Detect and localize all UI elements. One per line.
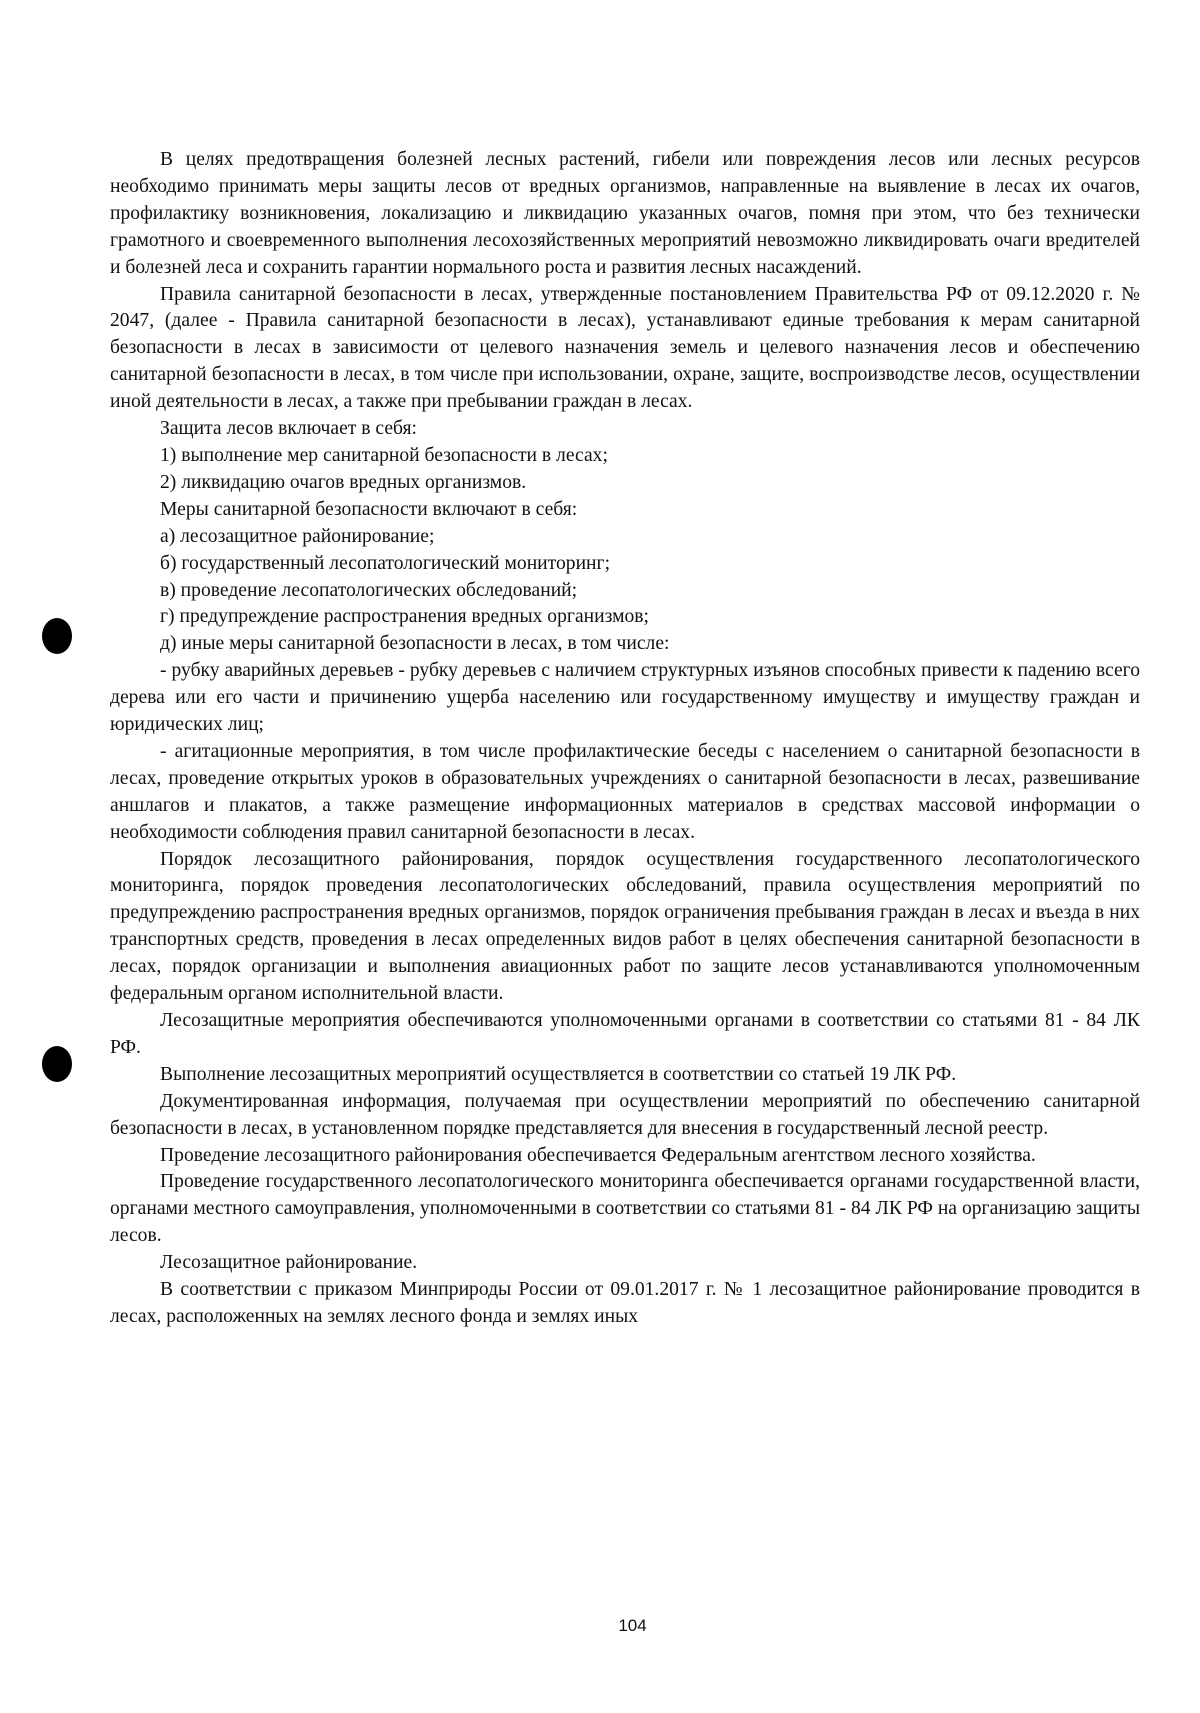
paragraph: В целях предотвращения болезней лесных растений, гибели или повреждения лесов или лесных ресурсов необходимо принимать меры защиты лесов от вредных организмов, направленные на выявление в лесах их очагов, профилактику возникновения, локализацию и ликвидацию указанных очагов, помня при этом, что без технически грамотного и своевременного выполнения лесохозяйственных мероприятий невозможно ликвидировать очаги вредителей и болезней леса и сохранить гарантии нормального роста и развития лесных насаждений. <box>110 149 1140 278</box>
section-heading: Лесозащитное районирование. <box>160 1252 418 1274</box>
paragraph: Правила санитарной безопасности в лесах, утвержденные постановлением Правительства РФ от 09.12.2020 г. № 2047, (далее - Правила санитарной безопасности в лесах), устанавливают единые требования к мерам санитарной безопасности в лесах в зависимости от целевого назначения земель и целевого назначения лесов и обеспечению санитарной безопасности в лесах, в том числе при использовании, охране, защите, воспроизводстве лесов, осуществлении иной деятельности в лесах, а также при пребывании граждан в лесах. <box>110 283 1140 413</box>
list-item: в) проведение лесопатологических обследований; <box>160 579 578 601</box>
list-item: 2) ликвидацию очагов вредных организмов. <box>160 471 527 493</box>
punch-hole-mark <box>42 618 72 654</box>
paragraph: Проведение лесозащитного районирования обеспечивается Федеральным агентством лесного хозяйства. <box>160 1144 1036 1166</box>
list-item: 1) выполнение мер санитарной безопасности в лесах; <box>160 444 608 466</box>
list-item: - рубку аварийных деревьев - рубку деревьев с наличием структурных изъянов способных привести к падению всего дерева или его части и причинению ущерба населению или государственному имуществу и имуществу граждан и юридических лиц; <box>110 660 1140 736</box>
list-item: б) государственный лесопатологический мониторинг; <box>160 552 611 574</box>
paragraph: Документированная информация, получаемая при осуществлении мероприятий по обеспечению санитарной безопасности в лесах, в установленном порядке представляется для внесения в государственный лесной реестр. <box>110 1090 1140 1139</box>
list-item: д) иные меры санитарной безопасности в лесах, в том числе: <box>160 633 670 655</box>
page-number: 104 <box>618 1616 647 1635</box>
punch-hole-mark <box>42 1046 72 1082</box>
paragraph: Защита лесов включает в себя: <box>160 418 417 440</box>
list-item: г) предупреждение распространения вредных организмов; <box>160 606 649 628</box>
list-item: - агитационные мероприятия, в том числе профилактические беседы с населением о санитарной безопасности в лесах, проведение открытых уроков в образовательных учреждениях о санитарной безопасности в лесах, развешивание аншлагов и плакатов, а также размещение информационных материалов в средствах массовой информации о необходимости соблюдения правил санитарной безопасности в лесах. <box>110 740 1140 843</box>
paragraph: Лесозащитные мероприятия обеспечиваются уполномоченными органами в соответствии со статьями 81 - 84 ЛК РФ. <box>110 1010 1140 1058</box>
paragraph: Выполнение лесозащитных мероприятий осуществляется в соответствии со статьей 19 ЛК РФ. <box>160 1063 957 1085</box>
paragraph: В соответствии с приказом Минприроды России от 09.01.2017 г. № 1 лесозащитное районирование проводится в лесах, расположенных на землях лесного фонда и землях иных <box>110 1279 1140 1327</box>
paragraph: Проведение государственного лесопатологического мониторинга обеспечивается органами государственной власти, органами местного самоуправления, уполномоченными в соответствии со статьями 81 - 84 ЛК РФ на организацию защиты лесов. <box>110 1171 1140 1247</box>
paragraph: Меры санитарной безопасности включают в себя: <box>160 498 578 520</box>
document-body <box>110 147 1140 1331</box>
paragraph: Порядок лесозащитного районирования, порядок осуществления государственного лесопатологического мониторинга, порядок проведения лесопатологических обследований, правила осуществления мероприятий по предупреждению распространения вредных организмов, порядок ограничения пребывания граждан в лесах и въезда в них транспортных средств, проведения в лесах определенных видов работ в целях обеспечения санитарной безопасности в лесах, порядок организации и выполнения авиационных работ по защите лесов устанавливаются уполномоченным федеральным органом исполнительной власти. <box>110 848 1140 1005</box>
list-item: а) лесозащитное районирование; <box>160 525 435 547</box>
